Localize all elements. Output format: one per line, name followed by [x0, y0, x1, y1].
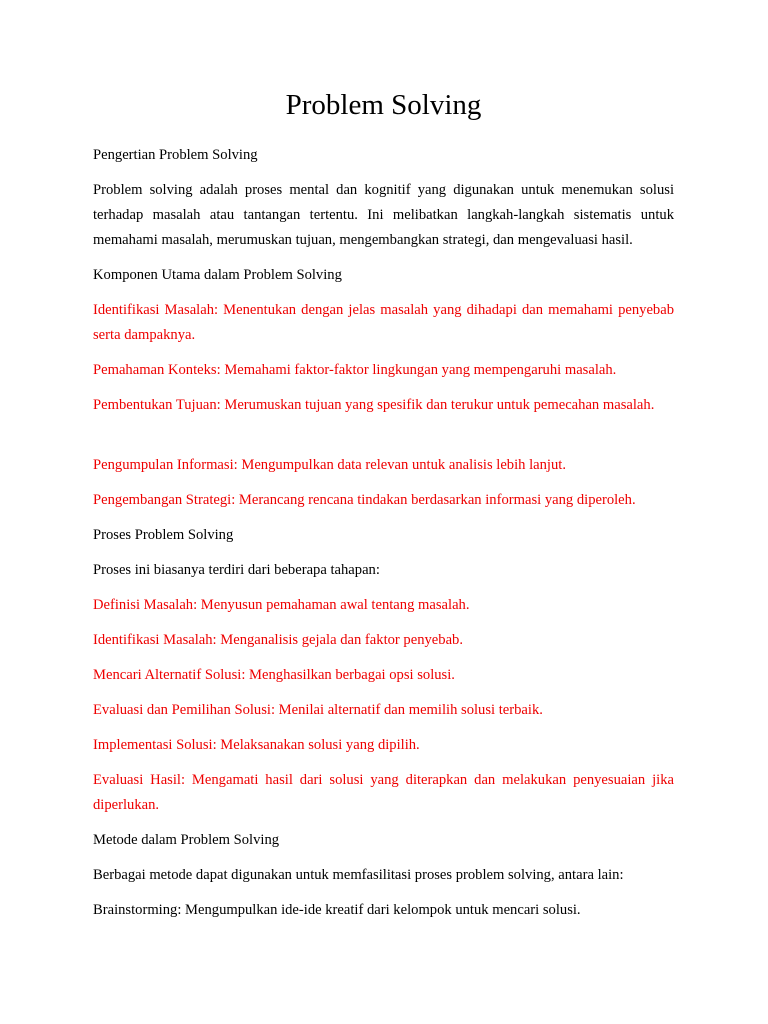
process-step-evaluasi-hasil: Evaluasi Hasil: Mengamati hasil dari solusi yang diterapkan dan melakukan penyesuaian jika diperlukan.: [93, 772, 674, 813]
component-item-pengumpulan: Pengumpulan Informasi: Mengumpulkan data relevan untuk analisis lebih lanjut.: [93, 457, 566, 473]
process-intro: Proses ini biasanya terdiri dari beberapa tahapan:: [93, 562, 380, 578]
section-heading-metode: Metode dalam Problem Solving: [93, 832, 280, 848]
section-heading-pengertian: Pengertian Problem Solving: [93, 147, 258, 163]
method-item-brainstorming: Brainstorming: Mengumpulkan ide-ide kreatif dari kelompok untuk mencari solusi.: [93, 902, 581, 918]
process-step-implementasi: Implementasi Solusi: Melaksanakan solusi yang dipilih.: [93, 737, 420, 753]
page-title: Problem Solving: [285, 89, 482, 121]
component-item-pemahaman: Pemahaman Konteks: Memahami faktor-faktor lingkungan yang mempengaruhi masalah.: [93, 362, 617, 378]
definition-paragraph: Problem solving adalah proses mental dan kognitif yang digunakan untuk menemukan solusi terhadap masalah atau tantangan tertentu. Ini melibatkan langkah-langkah sistematis untuk memahami masalah, merumuskan tujuan, mengembangkan strategi, dan mengevaluasi hasil.: [93, 182, 674, 248]
component-item-identifikasi: Identifikasi Masalah: Menentukan dengan jelas masalah yang dihadapi dan memahami penyebab serta dampaknya.: [93, 302, 674, 343]
process-step-evaluasi-pemilihan: Evaluasi dan Pemilihan Solusi: Menilai alternatif dan memilih solusi terbaik.: [93, 702, 543, 718]
section-heading-proses: Proses Problem Solving: [93, 527, 234, 543]
component-item-pembentukan: Pembentukan Tujuan: Merumuskan tujuan yang spesifik dan terukur untuk pemecahan masalah.: [93, 397, 655, 413]
methods-intro: Berbagai metode dapat digunakan untuk memfasilitasi proses problem solving, antara lain:: [93, 867, 624, 883]
section-heading-komponen: Komponen Utama dalam Problem Solving: [93, 267, 342, 283]
process-step-alternatif: Mencari Alternatif Solusi: Menghasilkan berbagai opsi solusi.: [93, 667, 455, 683]
process-step-definisi: Definisi Masalah: Menyusun pemahaman awal tentang masalah.: [93, 597, 470, 613]
process-step-identifikasi: Identifikasi Masalah: Menganalisis gejala dan faktor penyebab.: [93, 632, 463, 648]
component-item-pengembangan: Pengembangan Strategi: Merancang rencana tindakan berdasarkan informasi yang diperoleh.: [93, 492, 636, 508]
